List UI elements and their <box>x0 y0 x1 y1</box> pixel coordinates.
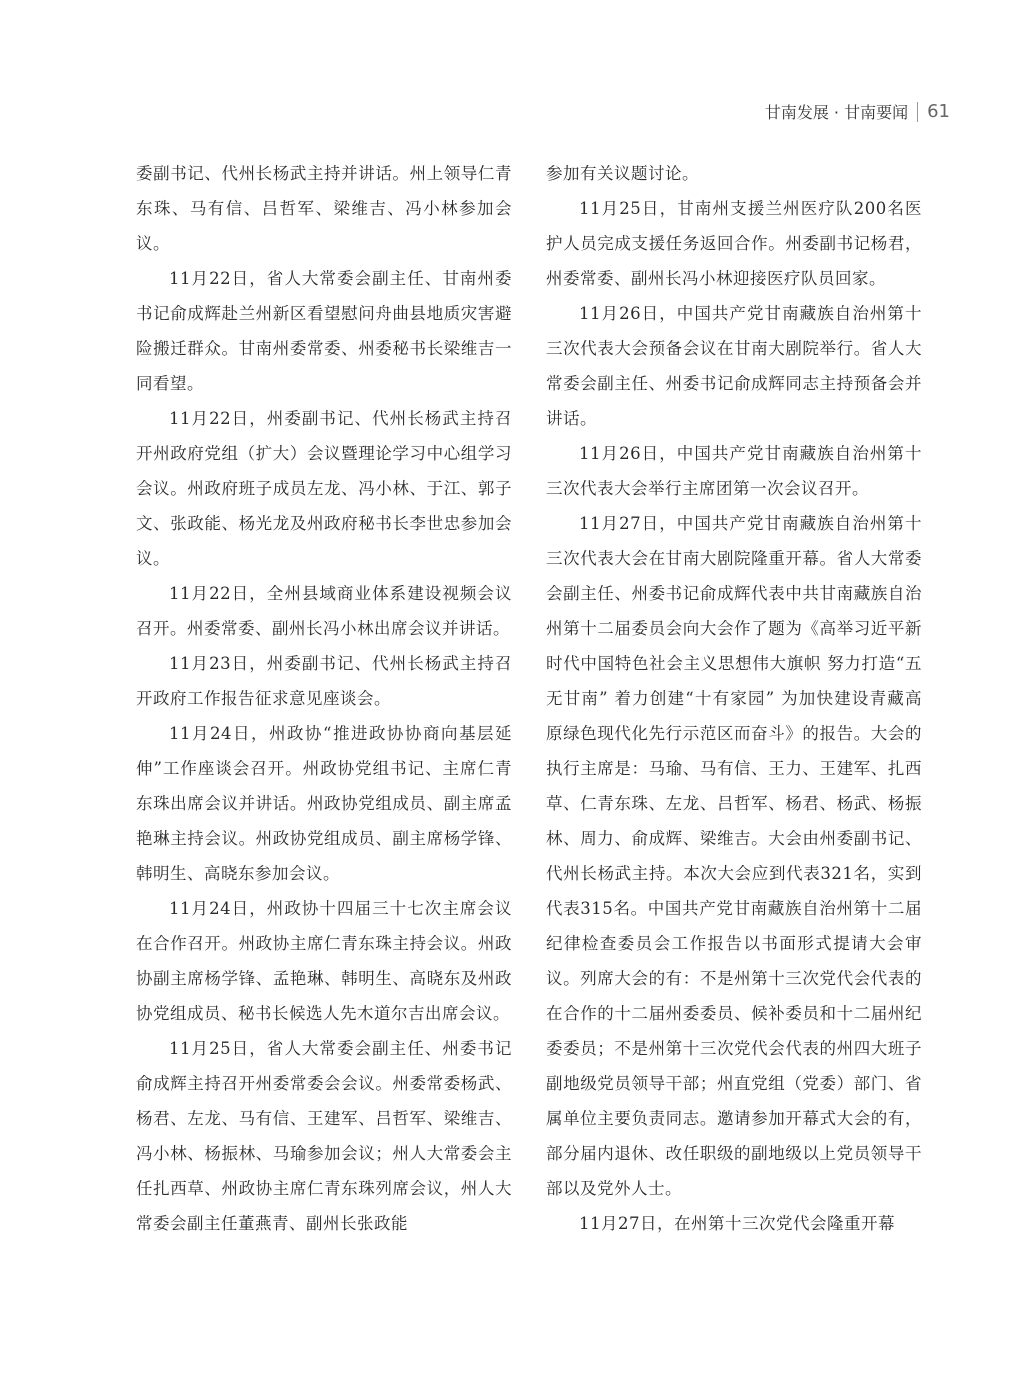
paragraph: 11月22日，省人大常委会副主任、甘南州委书记俞成辉赴兰州新区看望慰问舟曲县地质灾害避险搬迁群众。甘南州委常委、州委秘书长梁维吉一同看望。 <box>136 269 512 393</box>
page-number: 61 <box>927 101 950 122</box>
paragraph: 11月22日，州委副书记、代州长杨武主持召开州政府党组（扩大）会议暨理论学习中心组学习会议。州政府班子成员左龙、冯小林、于江、郭子文、张政能、杨光龙及州政府秘书长李世忠参加会议。 <box>136 409 512 568</box>
paragraph: 11月26日，中国共产党甘南藏族自治州第十三次代表大会预备会议在甘南大剧院举行。省人大常委会副主任、州委书记俞成辉同志主持预备会并讲话。 <box>546 304 922 428</box>
paragraph: 参加有关议题讨论。 <box>546 164 699 183</box>
paragraph: 11月22日，全州县域商业体系建设视频会议召开。州委常委、副州长冯小林出席会议并讲话。 <box>136 584 512 638</box>
paragraph: 11月27日，中国共产党甘南藏族自治州第十三次代表大会在甘南大剧院隆重开幕。省人大常委会副主任、州委书记俞成辉代表中共甘南藏族自治州第十二届委员会向大会作了题为《高举习近平新时代中国特色社会主义思想伟大旗帜 努力打造“五无甘南” 着力创建“十有家园” 为加快建设青藏高原绿色现代化先行示范区而奋斗》的报告。大会的执行主席是：马瑜、马有信、王力、王建军、扎西草、仁青东珠、左龙、吕哲军、杨君、杨武、杨振林、周力、俞成辉、梁维吉。大会由州委副书记、代州长杨武主持。本次大会应到代表321名，实到代表315名。中国共产党甘南藏族自治州第十二届纪律检查委员会工作报告以书面形式提请大会审议。列席大会的有：不是州第十三次党代会代表的在合作的十二届州委委员、候补委员和十二届州纪委委员；不是州第十三次党代会代表的州四大班子副地级党员领导干部；州直党组（党委）部门、省属单位主要负责同志。邀请参加开幕式大会的有，部分届内退休、改任职级的副地级以上党员领导干部以及党外人士。 <box>546 514 922 1198</box>
paragraph: 11月24日，州政协“推进政协协商向基层延伸”工作座谈会召开。州政协党组书记、主席仁青东珠出席会议并讲话。州政协党组成员、副主席孟艳琳主持会议。州政协党组成员、副主席杨学锋、韩明生、高晓东参加会议。 <box>136 724 512 883</box>
paragraph: 11月26日，中国共产党甘南藏族自治州第十三次代表大会举行主席团第一次会议召开。 <box>546 444 922 498</box>
left-column <box>136 156 512 1241</box>
section-title: 甘南发展 · 甘南要闻 <box>764 103 909 122</box>
paragraph: 11月27日，在州第十三次党代会隆重开幕 <box>579 1214 895 1233</box>
paragraph: 11月25日，甘南州支援兰州医疗队200名医护人员完成支援任务返回合作。州委副书记杨君，州委常委、副州长冯小林迎接医疗队员回家。 <box>546 199 922 288</box>
paragraph: 11月25日，省人大常委会副主任、州委书记俞成辉主持召开州委常委会会议。州委常委杨武、杨君、左龙、马有信、王建军、吕哲军、梁维吉、冯小林、杨振林、马瑜参加会议；州人大常委会主任扎西草、州政协主席仁青东珠列席会议，州人大常委会副主任董燕青、副州长张政能 <box>136 1039 512 1233</box>
paragraph: 11月24日，州政协十四届三十七次主席会议在合作召开。州政协主席仁青东珠主持会议。州政协副主席杨学锋、孟艳琳、韩明生、高晓东及州政协党组成员、秘书长候选人先木道尔吉出席会议。 <box>136 899 512 1023</box>
paragraph: 11月23日，州委副书记、代州长杨武主持召开政府工作报告征求意见座谈会。 <box>136 654 512 708</box>
right-column <box>546 156 922 1241</box>
paragraph: 委副书记、代州长杨武主持并讲话。州上领导仁青东珠、马有信、吕哲军、梁维吉、冯小林参加会议。 <box>136 164 512 253</box>
header-divider <box>917 102 918 122</box>
running-header <box>765 100 950 123</box>
